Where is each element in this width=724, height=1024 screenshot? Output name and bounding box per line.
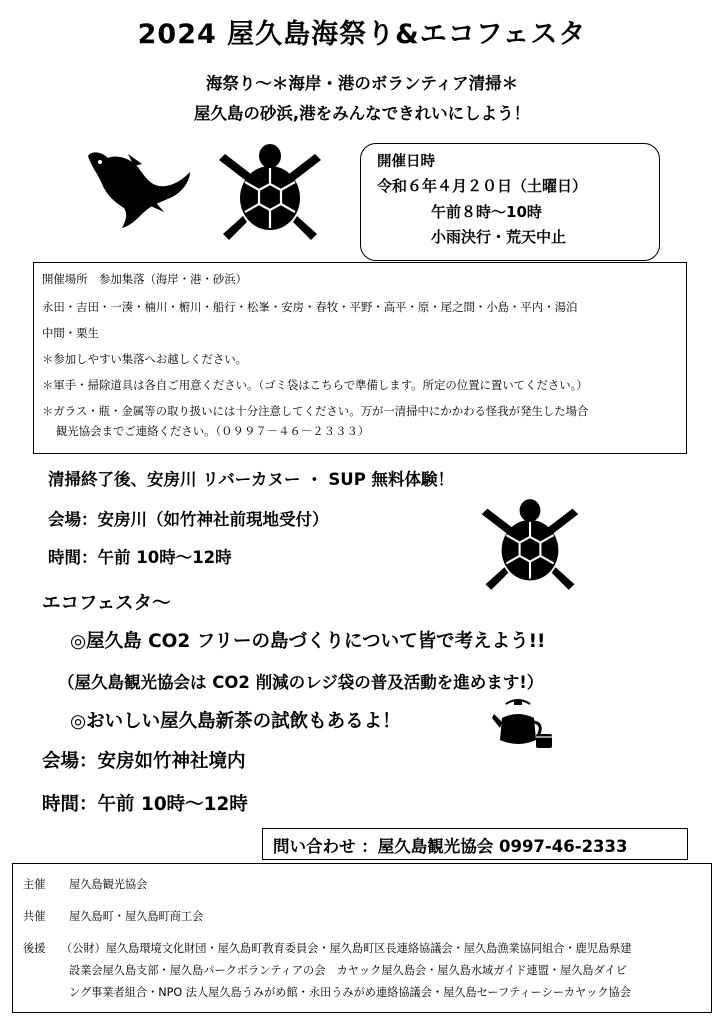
schedule-date: 令和６年４月２０日（土曜日） <box>377 177 588 195</box>
canoe-time: 時間：午前 10時～12時 <box>48 548 232 567</box>
schedule-weather-note: 小雨決行・荒天中止 <box>431 228 567 246</box>
page-title: 2024 屋久島海祭り&エコフェスタ <box>137 19 587 50</box>
cohost-label: 共催 <box>23 910 46 923</box>
eco-time: 時間：午前 10時～12時 <box>42 794 248 815</box>
schedule-box <box>360 143 660 261</box>
venue-note-3-line-1: ＊ガラス・瓶・金属等の取り扱いには十分注意してください。万が一清掃中にかかわる怪我が発生した場合 <box>42 404 589 418</box>
support-line-3: ング事業者組合・NPO 法人屋久島うみがめ館・永田うみがめ連絡協議会・屋久島セーフティーシーカヤック協会 <box>69 986 631 999</box>
eco-heading: エコフェスタ～ <box>42 593 171 614</box>
eco-item-2: ◎おいしい屋久島新茶の試飲もあるよ！ <box>70 711 401 732</box>
venue-note-3-line-2: 観光協会までご連絡ください。（０９９７－４６－２３３３） <box>56 424 370 438</box>
schedule-heading: 開催日時 <box>377 154 435 170</box>
canoe-venue: 会場：安房川（如竹神社前現地受付） <box>48 510 329 529</box>
inquiry-box: 問い合わせ ：屋久島観光協会 0997‐46‐2333 <box>262 828 688 860</box>
subtitle-line-2: 屋久島の砂浜,港をみんなできれいにしよう！ <box>193 104 531 123</box>
dolphin-icon <box>82 146 194 231</box>
venue-box <box>33 262 687 454</box>
host-label: 主催 <box>23 878 46 891</box>
support-line-2: 設業会屋久島支部・屋久島パークボランティアの会 カヤック屋久島会・屋久島水域ガイド連盟・屋久島ダイビ <box>69 964 627 977</box>
support-line-1: （公財）屋久島環境文化財団・屋久島町教育委員会・屋久島町区長連絡協議会・屋久島漁業協同組合・鹿児島県建 <box>61 942 632 955</box>
footer-box <box>12 863 712 1013</box>
host: 屋久島観光協会 <box>69 878 148 891</box>
eco-item-1: ◎屋久島 CO2 フリーの島づくりについて皆で考えよう!! <box>70 631 546 652</box>
sea-turtle-icon <box>478 494 582 596</box>
venue-note-1: ＊参加しやすい集落へお越しください。 <box>42 352 248 366</box>
subtitle-line-1: 海祭り～＊海岸・港のボランティア清掃＊ <box>205 74 519 93</box>
venue-villages-line-2: 中間・栗生 <box>42 326 99 340</box>
venue-villages-line-1: 永田・吉田・一湊・楠川・椨川・船行・松峯・安房・春牧・平野・高平・原・尾之間・小島・平内・湯泊 <box>42 300 578 314</box>
teapot-icon <box>492 696 556 754</box>
schedule-time: 午前８時～10時 <box>431 203 542 221</box>
cohost: 屋久島町・屋久島町商工会 <box>69 910 204 923</box>
canoe-headline: 清掃終了後、安房川 リバーカヌー ・ SUP 無料体験！ <box>48 470 455 489</box>
support-label: 後援 <box>23 942 46 955</box>
eco-venue: 会場：安房如竹神社境内 <box>42 751 246 772</box>
sea-turtle-icon <box>215 140 325 245</box>
eco-item-1-note: （屋久島観光協会は CO2 削減のレジ袋の普及活動を進めます!） <box>58 673 544 692</box>
venue-note-2: ＊軍手・掃除道具は各自ご用意ください。（ゴミ袋はこちらで準備します。所定の位置に置いてください。） <box>42 378 588 392</box>
venue-heading: 開催場所 参加集落（海岸・港・砂浜） <box>42 272 248 286</box>
